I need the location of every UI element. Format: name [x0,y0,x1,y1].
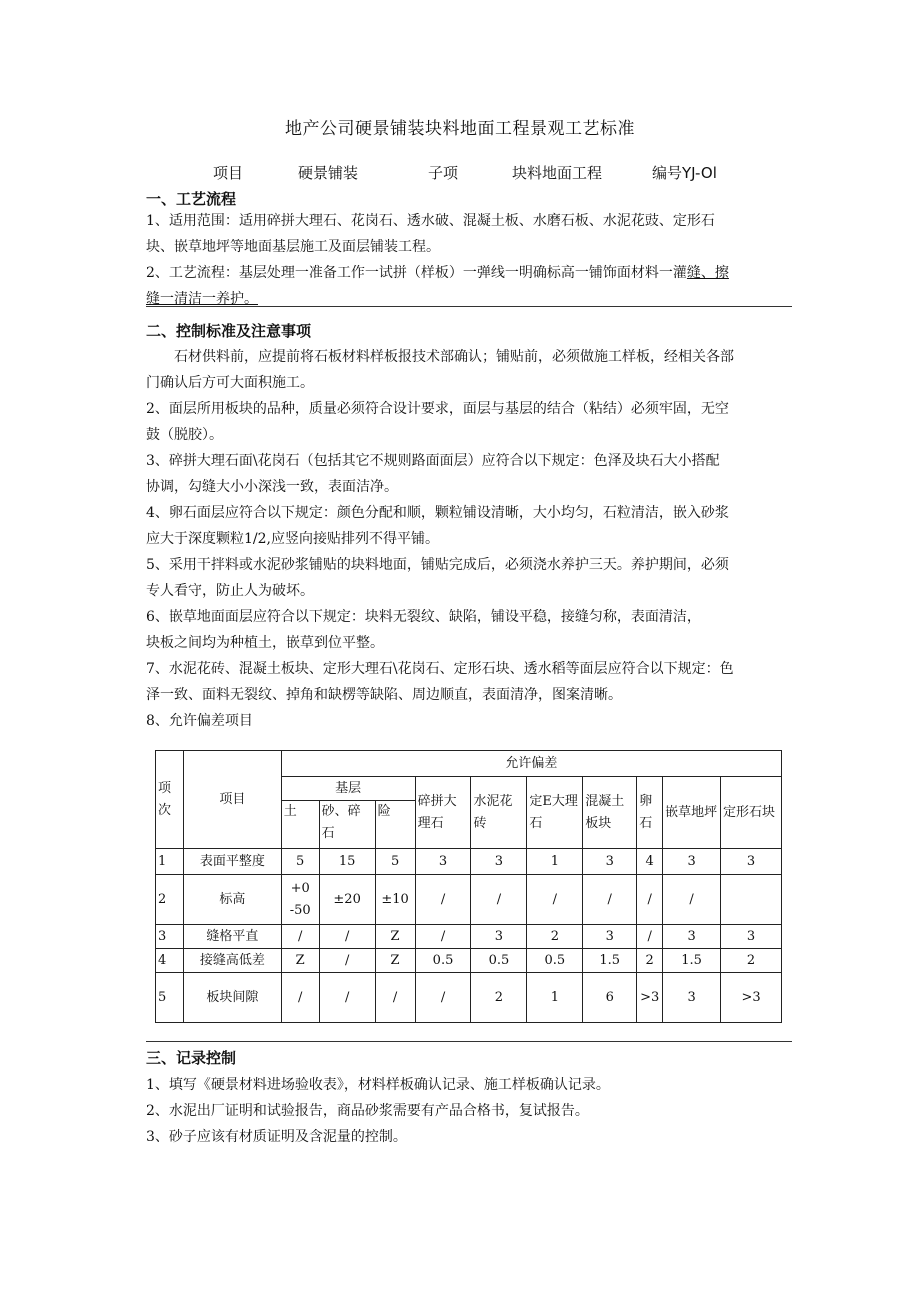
row-value: / [281,973,319,1023]
para-2-line-1: 2、面层所用板块的品种，质量必须符合设计要求，面层与基层的结合（粘结）必须牢固，无空 [146,401,729,417]
row-value: / [319,925,375,949]
row-item: 板块间隙 [183,973,281,1023]
para-0-line-2: 门确认后方可大面积施工。 [146,375,314,391]
row-value: 3 [663,849,721,875]
table-row [156,849,782,875]
flow-label: 工艺流程 [168,265,225,281]
header-col: 嵌草地坪 [663,777,721,849]
row-value: 3 [471,849,527,875]
section3-heading: 三、记录控制 [146,1049,237,1067]
section1-flow [146,260,792,312]
table-row [156,875,782,925]
header-base-col: 砂、碎石 [319,801,375,849]
header-base-col: 土 [281,801,319,849]
record-2: 2、水泥出厂证明和试验报告，商品砂浆需要有产品合格书，复试报告。 [146,1103,589,1119]
row-no: 1 [156,849,184,875]
row-no: 4 [156,949,184,973]
para-7-line-1: 7、水泥花砖、混凝土板块、定形大理石\花岗石、定形石块、透水稻等面层应符合以下规定：色 [146,661,734,677]
section2-heading: 二、控制标准及注意事项 [146,322,312,340]
meta-item-value: 硬景铺装 [298,164,359,182]
header-no: 项次 [156,751,184,849]
row-value: 3 [471,925,527,949]
row-value: >3 [721,973,782,1023]
divider-line [146,306,792,307]
row-value: / [583,875,637,925]
scope-num: 1、 [146,213,169,229]
header-col: 混凝土板块 [583,777,637,849]
document-title: 地产公司硬景铺装块料地面工程景观工艺标准 [285,119,635,139]
meta-sub-value: 块料地面工程 [512,164,603,182]
scope-label: 适用范围 [168,213,225,229]
flow-text-1: ：基层处理一准备工作一试拼（样板）一弹线一明确标高一铺饰面材料一灌 [224,265,687,281]
para-7-line-2: 泽一致、面料无裂纹、掉角和缺楞等缺陷、周边顺直，表面清净，图案清晰。 [146,687,622,703]
row-value: / [471,875,527,925]
row-value: / [637,875,663,925]
header-col: 卵石 [637,777,663,849]
divider-line [146,1041,792,1042]
meta-sub-label: 子项 [428,164,459,182]
header-col: 水泥花砖 [471,777,527,849]
para-0-line-1: 石材供料前，应提前将石板材料样板报技术部确认；铺贴前，必须做施工样板，经相关各部 [174,349,734,365]
row-value: 15 [319,849,375,875]
record-1: 1、填写《硬景材料进场验收表》，材料样板确认记录、施工样板确认记录。 [146,1077,610,1093]
flow-text-1-underlined: 缝、擦 [686,265,729,281]
row-value: 0.5 [527,949,583,973]
table-row [156,925,782,949]
header-col: 碎拼大理石 [415,777,471,849]
section1-scope [146,208,792,260]
row-value: 3 [663,925,721,949]
row-value: Z [375,949,415,973]
row-value: 5 [375,849,415,875]
para-5-line-1: 5、采用干拌料或水泥砂浆铺贴的块料地面，铺贴完成后，必须浇水养护三天。养护期间，必须 [146,557,729,573]
record-3: 3、砂子应该有材质证明及含泥量的控制。 [146,1129,407,1145]
section1-heading: 一、工艺流程 [146,190,237,208]
row-value: 0.5 [415,949,471,973]
row-value: 2 [637,949,663,973]
row-no: 2 [156,875,184,925]
row-value: Z [281,949,319,973]
para-3-line-2: 协调，勾缝大小小深浅一致，表面洁净。 [146,479,398,495]
para-2-line-2: 鼓（脱胶）。 [146,427,223,443]
row-value: 2 [527,925,583,949]
row-value [721,875,782,925]
header-item: 项目 [183,751,281,849]
row-value: 3 [583,925,637,949]
row-item: 表面平整度 [183,849,281,875]
row-value: / [415,875,471,925]
header-base: 基层 [281,777,415,801]
row-item: 接缝高低差 [183,949,281,973]
row-value: 6 [583,973,637,1023]
row-value: 5 [281,849,319,875]
row-value: / [319,973,375,1023]
meta-code: 编号YJ-Ol [652,164,717,182]
row-value: 4 [637,849,663,875]
tolerance-table [155,750,782,1023]
row-value: / [319,949,375,973]
row-value: ±10 [375,875,415,925]
header-col: 定形石块 [721,777,782,849]
row-value: / [663,875,721,925]
row-value: 3 [583,849,637,875]
meta-item-label: 项目 [213,164,244,182]
flow-num: 2、 [146,265,169,281]
para-4-line-1: 4、卵石面层应符合以下规定：颜色分配和顺，颗粒铺设清晰，大小均匀，石粒清洁，嵌入砂浆 [146,505,729,521]
row-value: 1 [527,849,583,875]
row-no: 5 [156,973,184,1023]
para-3-line-1: 3、碎拼大理石面\花岗石（包括其它不规则路面面层）应符合以下规定：色泽及块石大小搭配 [146,453,720,469]
scope-text-2: 块、嵌草地坪等地面基层施工及面层铺装工程。 [146,239,440,255]
row-no: 3 [156,925,184,949]
section3-body [146,1072,792,1150]
row-value: +0 -50 [281,875,319,925]
row-item: 缝格平直 [183,925,281,949]
row-value: / [281,925,319,949]
table-header-row [156,751,782,777]
row-value: / [527,875,583,925]
para-6-line-2: 块板之间均为种植土，嵌草到位平整。 [146,635,384,651]
para-8: 8、允许偏差项目 [146,713,253,729]
para-4-line-2: 应大于深度颗粒1/2,应竖向接贴排列不得平铺。 [146,531,439,547]
row-value: 1 [527,973,583,1023]
header-col: 定E大理石 [527,777,583,849]
row-value: Z [375,925,415,949]
para-6-line-1: 6、嵌草地面面层应符合以下规定：块料无裂纹、缺陷，铺设平稳，接缝匀称，表面清洁， [146,609,701,625]
section2-body [146,344,792,734]
para-5-line-2: 专人看守，防止人为破坏。 [146,583,314,599]
row-value: 3 [415,849,471,875]
row-value: / [415,973,471,1023]
table-row [156,973,782,1023]
row-value: 1.5 [583,949,637,973]
row-value: 2 [721,949,782,973]
row-value: 3 [663,973,721,1023]
row-value: 0.5 [471,949,527,973]
scope-text-1: ：适用碎拼大理石、花岗石、透水破、混凝土板、水磨石板、水泥花豉、定形石 [224,213,715,229]
row-value: 3 [721,849,782,875]
meta-row [0,162,920,182]
row-value: / [637,925,663,949]
row-item: 标高 [183,875,281,925]
row-value: 2 [471,973,527,1023]
flow-text-2: 缝一清洁一养护。 [146,291,258,307]
row-value: >3 [637,973,663,1023]
header-group: 允许偏差 [281,751,781,777]
row-value: 1.5 [663,949,721,973]
row-value: ±20 [319,875,375,925]
row-value: / [375,973,415,1023]
table-row [156,949,782,973]
header-base-col: 险 [375,801,415,849]
row-value: / [415,925,471,949]
row-value: 3 [721,925,782,949]
